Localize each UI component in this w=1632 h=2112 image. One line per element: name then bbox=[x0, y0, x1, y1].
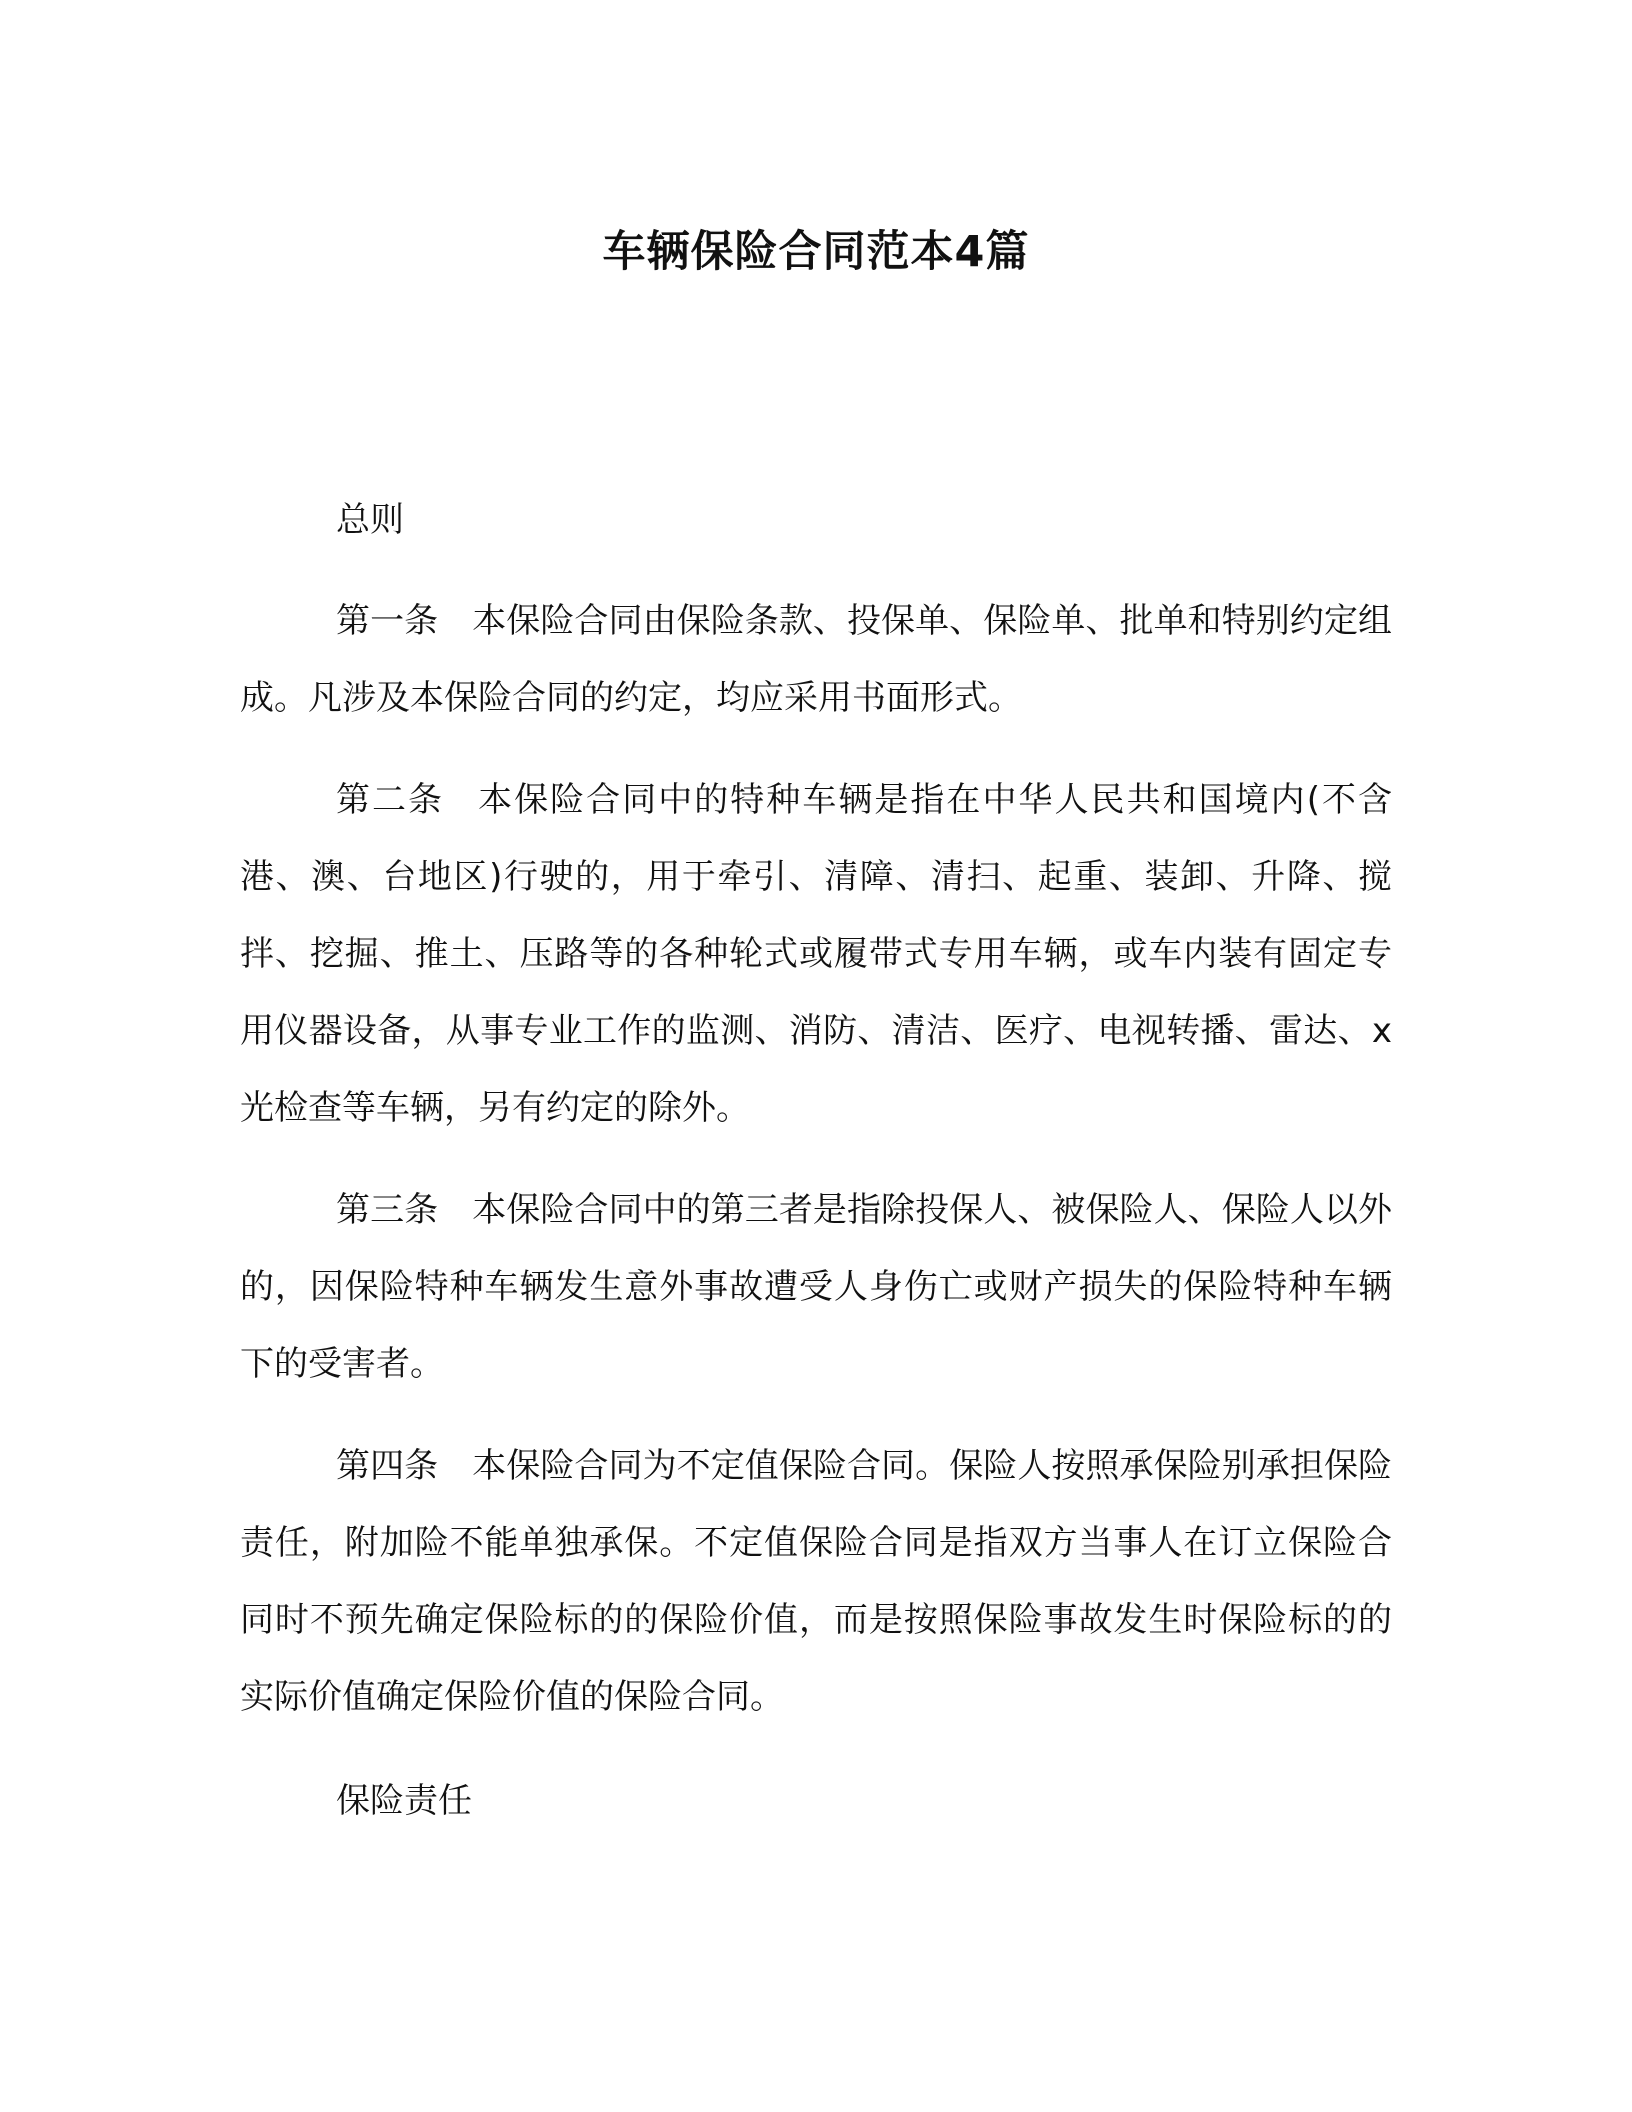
article-text: 本保险合同中的特种车辆是指在中华人民共和国境内(不含港、澳、台地区)行驶的，用于牵引、清障、清扫、起重、装卸、升降、搅拌、挖掘、推土、压路等的各种轮式或履带式专用车辆，或车内装有固定专用仪器设备，从事专业工作的监测、消防、清洁、医疗、电视转播、雷达、x光检查等车辆，另有约定的除外。 bbox=[240, 780, 1393, 1128]
article-text: 本保险合同为不定值保险合同。保险人按照承保险别承担保险责任，附加险不能单独承保。不定值保险合同是指双方当事人在订立保险合同时不预先确定保险标的的保险价值，而是按照保险事故发生时保险标的的实际价值确定保险价值的保险合同。 bbox=[240, 1446, 1393, 1717]
article-number: 第四条 bbox=[336, 1446, 439, 1486]
article-text: 本保险合同由保险条款、投保单、保险单、批单和特别约定组成。凡涉及本保险合同的约定，均应采用书面形式。 bbox=[240, 601, 1393, 718]
article-1 bbox=[240, 583, 1392, 737]
section-heading-general: 总则 bbox=[336, 500, 404, 540]
document-title: 车辆保险合同范本4篇 bbox=[602, 227, 1030, 277]
section-heading-coverage: 保险责任 bbox=[336, 1781, 472, 1821]
article-4 bbox=[240, 1428, 1392, 1736]
article-number: 第二条 bbox=[336, 780, 445, 820]
article-2 bbox=[240, 762, 1392, 1147]
article-3 bbox=[240, 1172, 1392, 1403]
article-number: 第三条 bbox=[336, 1190, 439, 1230]
article-number: 第一条 bbox=[336, 601, 439, 641]
article-text: 本保险合同中的第三者是指除投保人、被保险人、保险人以外的，因保险特种车辆发生意外事故遭受人身伤亡或财产损失的保险特种车辆下的受害者。 bbox=[240, 1190, 1393, 1384]
